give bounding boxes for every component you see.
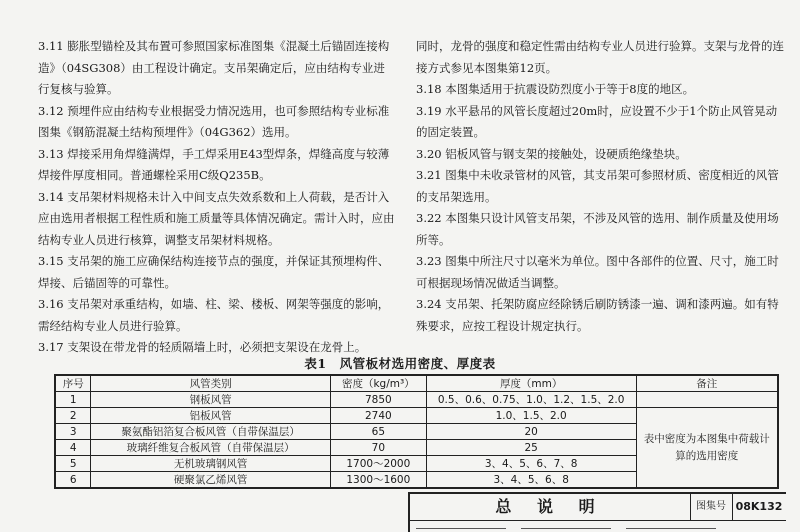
signature-mark <box>626 528 716 532</box>
cell-thickness: 25 <box>426 440 636 456</box>
paragraph-3-13: 3.13 焊接采用角焊缝满焊，手工焊采用E43型焊条，焊缝高度与较薄焊接件厚度相同。普通螺栓采用C级Q235B。 <box>38 146 390 182</box>
paragraph-3-19: 3.19 水平悬吊的风管长度超过20m时，应设置不少于1个防止风管晃动的固定装置。 <box>416 103 778 139</box>
paragraph-3-12: 3.12 预埋件应由结构专业根据受力情况选用，也可参照结构专业标准图集《钢筋混凝土结构预埋件》（04G362）选用。 <box>38 103 390 139</box>
material-table <box>54 374 779 489</box>
paragraph-3-20: 3.20 铝板风管与钢支架的接触处，设硬质绝缘垫块。 <box>416 146 687 161</box>
header-duct-type: 风管类别 <box>91 375 330 392</box>
table-row <box>55 392 778 408</box>
paragraph-3-17-cont: 同时，龙骨的强度和稳定性需由结构专业人员进行验算。支架与龙骨的连接方式参见本图集第12页。 <box>416 39 784 75</box>
cell-duct-type: 铝板风管 <box>91 408 330 424</box>
table-header-row <box>55 375 778 392</box>
cell-thickness: 3、4、5、6、8 <box>426 472 636 489</box>
paragraph-3-14: 3.14 支吊架材料规格未计入中间支点失效系数和上人荷载，是否计入应由选用者根据工程性质和施工质量等具体情况确定。需计入时，应由结构专业人员进行核算，调整支吊架材料规格。 <box>38 189 395 247</box>
cell-duct-type: 无机玻璃钢风管 <box>91 456 330 472</box>
cell-thickness: 3、4、5、6、7、8 <box>426 456 636 472</box>
cell-density: 65 <box>330 424 426 440</box>
cell-duct-type: 玻璃纤维复合板风管（自带保温层） <box>91 440 330 456</box>
cell-index: 4 <box>55 440 91 456</box>
paragraph-3-16: 3.16 支吊架对承重结构，如墙、柱、梁、楼板、网架等强度的影响，需经结构专业人员进行验算。 <box>38 297 390 333</box>
cell-density: 2740 <box>330 408 426 424</box>
cell-index: 3 <box>55 424 91 440</box>
paragraph-3-21: 3.21 图集中未收录管材的风管，其支吊架可参照材质、密度相近的风管的支吊架选用。 <box>416 168 779 204</box>
paragraph-3-22: 3.22 本图集只设计风管支吊架，不涉及风管的选用、制作质量及使用场所等。 <box>416 211 779 247</box>
cell-density: 1700～2000 <box>330 456 426 472</box>
drawing-title: 总 说 明 <box>410 494 691 521</box>
header-density: 密度（kg/m³） <box>330 375 426 392</box>
cell-thickness: 20 <box>426 424 636 440</box>
cell-thickness: 1.0、1.5、2.0 <box>426 408 636 424</box>
signature-mark <box>521 528 611 532</box>
paragraph-3-23: 3.23 图集中所注尺寸以毫米为单位。图中各部件的位置、尺寸，施工时可根据现场情况做适当调整。 <box>416 254 779 290</box>
cell-density: 1300～1600 <box>330 472 426 489</box>
paragraph-3-18: 3.18 本图集适用于抗震设防烈度小于等于8度的地区。 <box>416 82 695 96</box>
header-index: 序号 <box>55 375 91 392</box>
cell-duct-type: 钢板风管 <box>91 392 330 408</box>
header-remarks: 备注 <box>636 375 778 392</box>
right-column <box>416 36 786 337</box>
cell-index: 6 <box>55 472 91 489</box>
paragraph-3-17: 3.17 支架设在带龙骨的轻质隔墙上时，必须把支架设在龙骨上。 <box>38 340 367 354</box>
atlas-number: 08K132 <box>732 494 786 521</box>
signature-strip <box>410 521 786 532</box>
cell-duct-type: 聚氨酯铝箔复合板风管（自带保温层） <box>91 424 330 440</box>
cell-index: 1 <box>55 392 91 408</box>
cell-thickness: 0.5、0.6、0.75、1.0、1.2、1.5、2.0 <box>426 392 636 408</box>
table-title: 表1 风管板材选用密度、厚度表 <box>304 356 496 371</box>
cell-density: 7850 <box>330 392 426 408</box>
signature-mark <box>416 528 506 532</box>
cell-index: 2 <box>55 408 91 424</box>
cell-duct-type: 硬聚氯乙烯风管 <box>91 472 330 489</box>
paragraph-3-15: 3.15 支吊架的施工应确保结构连接节点的强度，并保证其预埋构件、焊接、后锚固等的可靠性。 <box>38 254 390 290</box>
title-block <box>408 492 786 532</box>
table-row <box>55 408 778 424</box>
paragraph-3-24: 3.24 支吊架、托架防腐应经除锈后刷防锈漆一遍、调和漆两遍。如有特殊要求，应按工程设计规定执行。 <box>416 297 779 333</box>
cell-blank <box>636 392 778 408</box>
header-thickness: 厚度（mm） <box>426 375 636 392</box>
paragraph-3-11: 3.11 膨胀型锚栓及其布置可参照国家标准图集《混凝土后锚固连接构造》（04SG308）由工程设计确定。支吊架确定后，应由结构专业进行复核与验算。 <box>38 39 390 96</box>
cell-remarks: 表中密度为本图集中荷载计算的选用密度 <box>636 408 778 489</box>
cell-index: 5 <box>55 456 91 472</box>
left-column <box>38 36 396 359</box>
atlas-number-label: 图集号 <box>690 494 733 521</box>
cell-density: 70 <box>330 440 426 456</box>
